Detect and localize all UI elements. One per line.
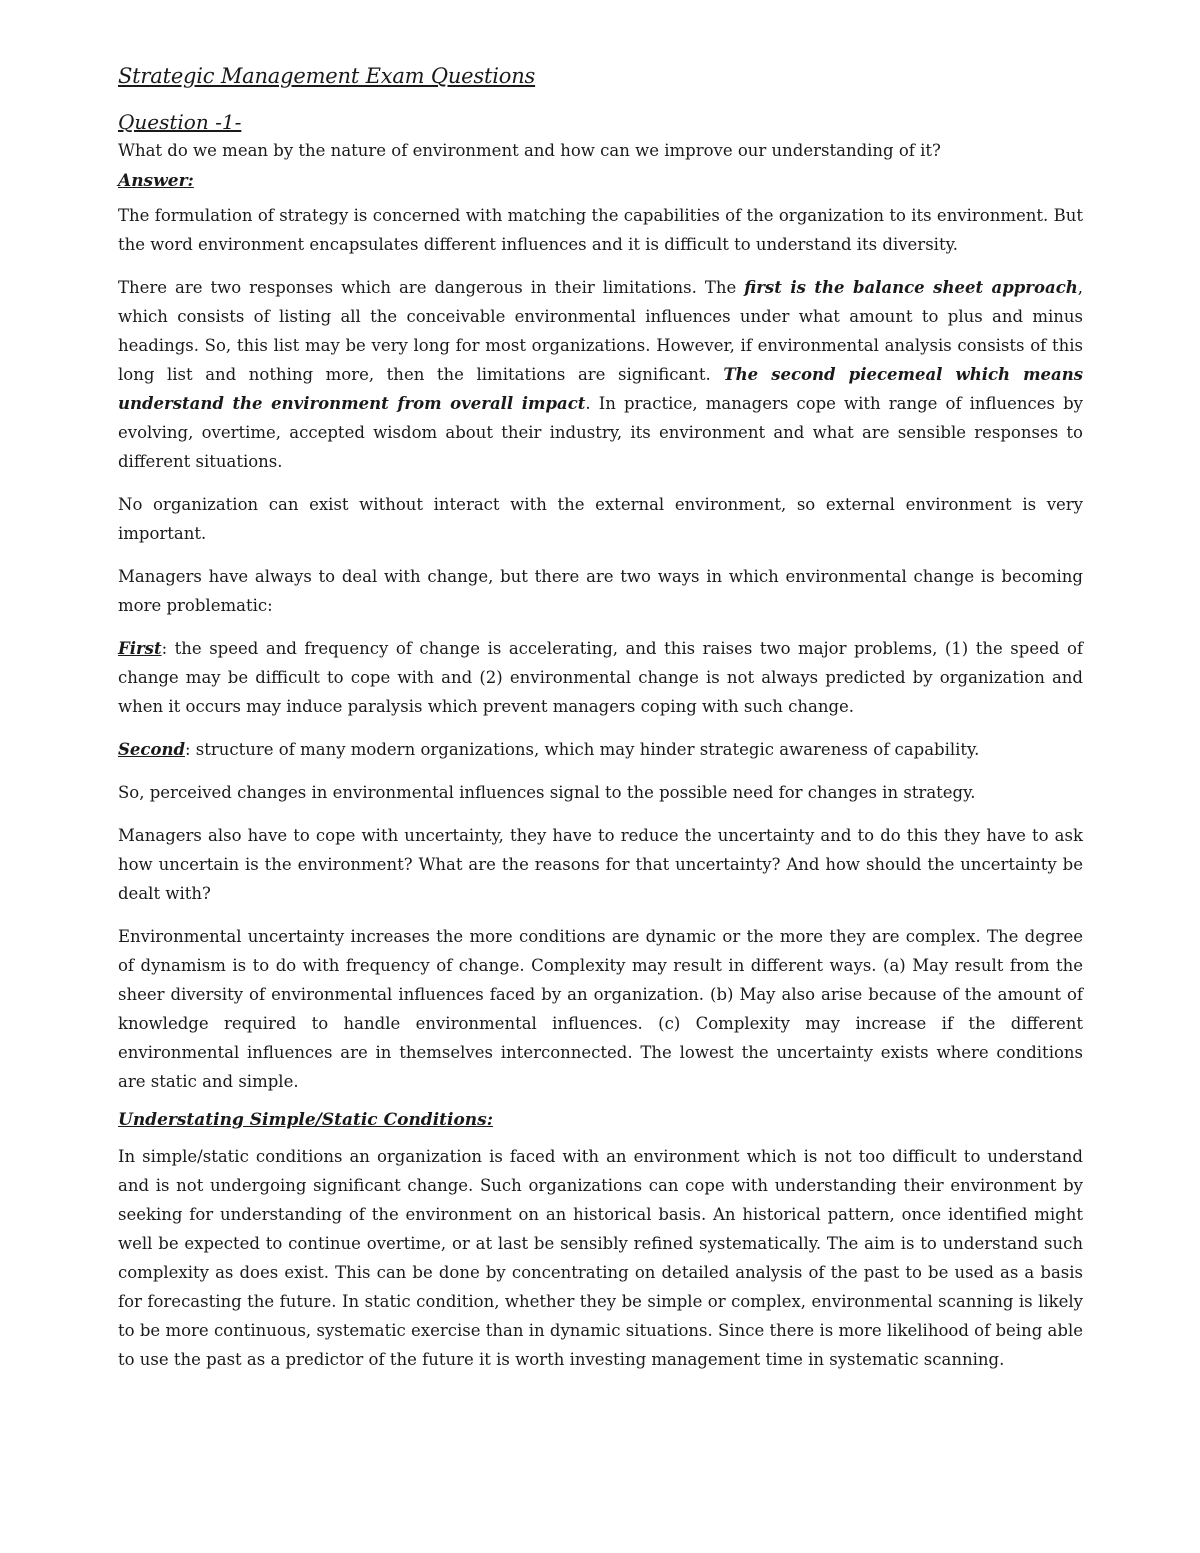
paragraph-simple-static: In simple/static conditions an organization is faced with an environment which is not too difficult to understand and is not undergoing significant change. Such organizations can cope with understanding their environment by seeking for understanding of the environment on an historical basis. An historical pattern, once identified might well be expected to continue overtime, or at last be sensibly refined systematically. The aim is to understand such complexity as does exist. This can be done by concentrating on detailed analysis of the past to be used as a basis for forecasting the future. In static condition, whether they be simple or complex, environmental scanning is likely to be more continuous, systematic exercise than in dynamic situations. Since there is more likelihood of being able to use the past as a predictor of the future it is worth investing management time in systematic scanning. [118,1147,1083,1369]
paragraph-first [118,634,1083,721]
paragraph-perceived-changes: So, perceived changes in environmental influences signal to the possible need for changes in strategy. [118,783,976,802]
p2-emphasis-piecemeal: The second piecemeal which means understand the environment from overall impact [118,365,1084,413]
paragraph-environmental-uncertainty: Environmental uncertainty increases the more conditions are dynamic or the more they are complex. The degree of dynamism is to do with frequency of change. Complexity may result in different ways. (a) May result from the sheer diversity of environmental influences faced by an organization. (b) May also arise because of the amount of knowledge required to handle environmental influences. (c) Complexity may increase if the different environmental influences are in themselves interconnected. The lowest the uncertainty exists where conditions are static and simple. [118,927,1083,1091]
paragraph-managers-change: Managers have always to deal with change, but there are two ways in which environmental change is becoming more problematic: [118,567,1083,615]
paragraph-formulation: The formulation of strategy is concerned with matching the capabilities of the organization to its environment. But the word environment encapsulates different influences and it is difficult to understand its diversity. [118,206,1083,254]
second-lead: Second [118,740,185,759]
paragraph-second [118,735,1083,764]
first-lead: First [118,639,162,658]
p2-text-a: There are two responses which are dangerous in their limitations. The [118,278,745,297]
question-heading: Question -1- [118,110,242,134]
second-text: : structure of many modern organizations, which may hinder strategic awareness of capability. [185,740,980,759]
subheading-simple-static: Understating Simple/Static Conditions: [118,1110,494,1130]
document-title: Strategic Management Exam Questions [118,64,536,88]
paragraph-two-responses [118,273,1083,476]
first-text: : the speed and frequency of change is accelerating, and this raises two major problems, (1) the speed of change may be difficult to cope with and (2) environmental change is not always predicted by organization and when it occurs may induce paralysis which prevent managers coping with such change. [118,639,1083,716]
answer-label: Answer: [118,171,194,191]
document-page [118,64,1083,1388]
question-text: What do we mean by the nature of environment and how can we improve our understanding of it? [118,141,941,160]
paragraph-no-organization: No organization can exist without interact with the external environment, so external environment is very important. [118,495,1083,543]
p2-emphasis-balance-sheet: first is the balance sheet approach [744,278,1078,297]
p2-text-c: , which consists of listing all the conceivable environmental influences under what amount to plus and minus headings. So, this list may be very long for most organizations. However, if environmental analysis consists of this long list and nothing more, then the limitations are significant. [118,278,1083,384]
p2-text-e: . In practice, managers cope with range of influences by evolving, overtime, accepted wisdom about their industry, its environment and what are sensible responses to different situations. [118,394,1083,471]
paragraph-uncertainty: Managers also have to cope with uncertainty, they have to reduce the uncertainty and to do this they have to ask how uncertain is the environment? What are the reasons for that uncertainty? And how should the uncertainty be dealt with? [118,826,1083,903]
